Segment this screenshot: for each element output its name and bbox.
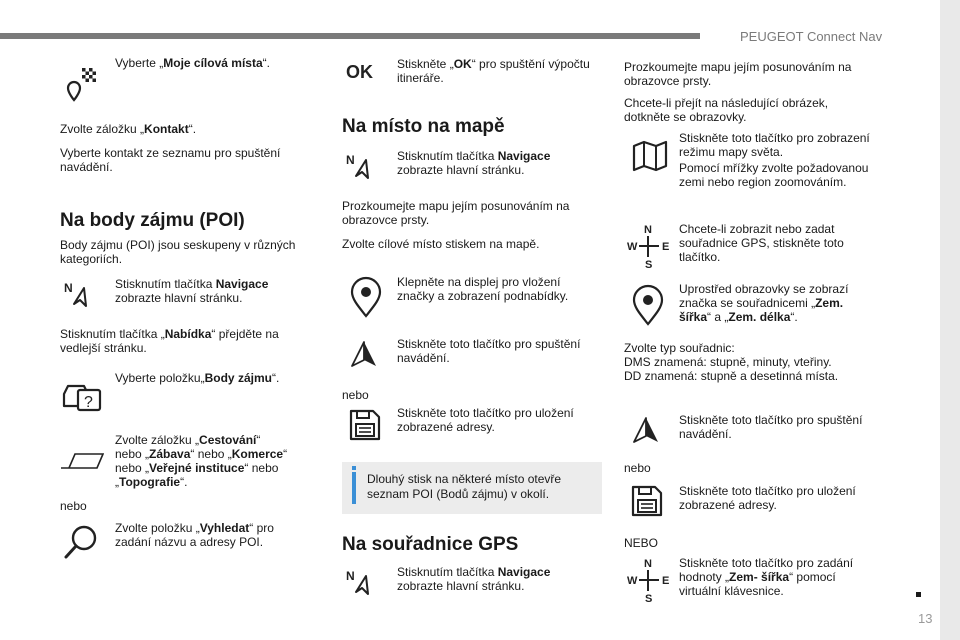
step-nav-1a: Stisknutím tlačítka Navigace: [115, 277, 269, 291]
para-next-image-1: Chcete-li přejít na následující obrázek,: [624, 96, 829, 110]
world-map-icon: [632, 140, 668, 172]
step-start-nav-3: Stiskněte toto tlačítko pro spuštění: [679, 413, 863, 427]
svg-text:W: W: [627, 575, 638, 587]
navigation-icon: [344, 568, 384, 598]
step-ok-2: itineráře.: [397, 71, 444, 85]
or-caps-text: NEBO: [624, 536, 659, 550]
header-rule: [0, 33, 700, 39]
step-marker-3: šířka“ a „Zem. délka“.: [679, 310, 798, 324]
step-select-poi: Vyberte položku„Body zájmu“.: [115, 371, 280, 385]
step-world-1: Stiskněte toto tlačítko pro zobrazení: [679, 131, 870, 145]
step-tab-2: nebo „Zábava“ nebo „Komerce“: [115, 447, 288, 461]
step-latitude-3: virtuální klávesnice.: [679, 584, 784, 598]
para-coord-type-1: Zvolte typ souřadnic:: [624, 341, 735, 355]
para-coord-type-3: DD znamená: stupně a desetinná místa.: [624, 369, 839, 383]
side-strip: [940, 0, 960, 640]
para-choose-destination: Zvolte cílové místo stiskem na mapě.: [342, 237, 540, 251]
step-pin-2: značky a zobrazení podnabídky.: [397, 289, 569, 303]
info-text: Dlouhý stisk na některé místo otevře seznam POI (Bodů zájmu) v okolí.: [367, 472, 562, 501]
step-start-nav-2: navádění.: [397, 351, 450, 365]
step-gps-1: Chcete-li zobrazit nebo zadat: [679, 222, 835, 236]
para-explore-map-4: obrazovce prsty.: [624, 74, 712, 88]
svg-text:S: S: [645, 259, 653, 270]
step-marker-2: značka se souřadnicemi „Zem.: [679, 296, 844, 310]
gps-compass-icon: [626, 222, 672, 270]
or-text-col2: nebo: [342, 388, 369, 402]
svg-text:E: E: [662, 241, 670, 253]
start-navigation-icon: [350, 340, 380, 368]
save-icon: [630, 484, 664, 518]
destinations-flag-icon: [60, 64, 100, 104]
navigation-icon: [344, 152, 384, 182]
step-gps-2: souřadnice GPS, stiskněte toto: [679, 236, 844, 250]
step-start-nav-1: Stiskněte toto tlačítko pro spuštění: [397, 337, 581, 351]
step-tab-1: Zvolte záložku „Cestování“: [115, 433, 261, 447]
svg-text:E: E: [662, 575, 670, 587]
para-poi-categories-1: Body zájmu (POI) jsou seskupeny v různých: [60, 238, 296, 252]
step-nav-3a: Stisknutím tlačítka Navigace: [397, 565, 551, 579]
search-icon: [62, 522, 102, 562]
para-explore-map-1: Prozkoumejte mapu jejím posunováním na: [342, 199, 570, 213]
step-start-nav-4: navádění.: [679, 427, 732, 441]
para-select-contact-2: navádění.: [60, 160, 113, 174]
svg-text:W: W: [627, 241, 638, 253]
ok-icon: [346, 58, 390, 84]
svg-text:N: N: [64, 281, 73, 295]
step-latitude-1: Stiskněte toto tlačítko pro zadání: [679, 556, 854, 570]
svg-text:N: N: [346, 569, 355, 583]
step-gps-3: tlačítko.: [679, 250, 721, 264]
para-menu-1: Stisknutím tlačítka „Nabídka“ přejděte na: [60, 327, 279, 341]
info-icon-dot: [352, 466, 356, 470]
save-icon: [348, 408, 382, 442]
heading-poi: Na body zájmu (POI): [60, 210, 245, 231]
step-tab-3: nebo „Veřejné instituce“ nebo: [115, 461, 279, 475]
step-nav-1b: zobrazte hlavní stránku.: [115, 291, 243, 305]
svg-text:N: N: [644, 558, 652, 570]
heading-map-location: Na místo na mapě: [342, 116, 505, 137]
step-world-3: Pomocí mřížky zvolte požadovanou: [679, 161, 869, 175]
step-ok-1: Stiskněte „OK“ pro spuštění výpočtu: [397, 57, 590, 71]
page-header-title: PEUGEOT Connect Nav: [740, 29, 883, 44]
page-number: 13: [918, 611, 933, 626]
or-text-col3: nebo: [624, 461, 651, 475]
para-contact-tab: Zvolte záložku „Kontakt“.: [60, 122, 197, 136]
step-save-1: Stiskněte toto tlačítko pro uložení: [397, 406, 574, 420]
start-navigation-icon: [632, 416, 662, 444]
step-tab-4: „Topografie“.: [115, 475, 188, 489]
step-nav-3b: zobrazte hlavní stránku.: [397, 579, 525, 593]
step-world-2: režimu mapy světa.: [679, 145, 784, 159]
end-marker: [916, 592, 921, 597]
step-world-4: zemi nebo region zoomováním.: [679, 175, 847, 189]
para-next-image-2: dotkněte se obrazovky.: [624, 110, 747, 124]
step-pin-1: Klepněte na displej pro vložení: [397, 275, 561, 289]
svg-text:?: ?: [84, 394, 93, 411]
step-save-4: zobrazené adresy.: [679, 498, 777, 512]
svg-text:S: S: [645, 593, 653, 604]
step-save-2: zobrazené adresy.: [397, 420, 495, 434]
map-pin-icon: [630, 284, 666, 328]
step-latitude-2: hodnoty „Zem- šířka“ pomocí: [679, 570, 836, 584]
svg-text:N: N: [644, 224, 652, 236]
para-menu-2: vedlejší stránku.: [60, 341, 147, 355]
navigation-icon: [62, 280, 102, 310]
step-search-2: zadání názvu a adresy POI.: [115, 535, 264, 549]
poi-icon: [60, 374, 104, 414]
step-my-destinations: Vyberte „Moje cílová místa“.: [115, 56, 270, 70]
map-pin-icon: [348, 276, 384, 320]
heading-gps: Na souřadnice GPS: [342, 534, 519, 555]
info-box: [342, 462, 602, 514]
para-poi-categories-2: kategoriích.: [60, 252, 123, 266]
svg-text:N: N: [346, 153, 355, 167]
gps-compass-icon: [626, 556, 672, 604]
info-icon: [352, 472, 356, 504]
step-nav-2b: zobrazte hlavní stránku.: [397, 163, 525, 177]
para-coord-type-2: DMS znamená: stupně, minuty, vteřiny.: [624, 355, 832, 369]
or-text-col1: nebo: [60, 499, 87, 513]
para-explore-map-3: Prozkoumejte mapu jejím posunováním na: [624, 60, 852, 74]
para-explore-map-2: obrazovce prsty.: [342, 213, 430, 227]
tab-icon: [60, 450, 104, 470]
step-nav-2a: Stisknutím tlačítka Navigace: [397, 149, 551, 163]
step-save-3: Stiskněte toto tlačítko pro uložení: [679, 484, 856, 498]
svg-text:OK: OK: [346, 62, 373, 82]
step-search-1: Zvolte položku „Vyhledat“ pro: [115, 521, 274, 535]
para-select-contact-1: Vyberte kontakt ze seznamu pro spuštění: [60, 146, 281, 160]
step-marker-1: Uprostřed obrazovky se zobrazí: [679, 282, 849, 296]
